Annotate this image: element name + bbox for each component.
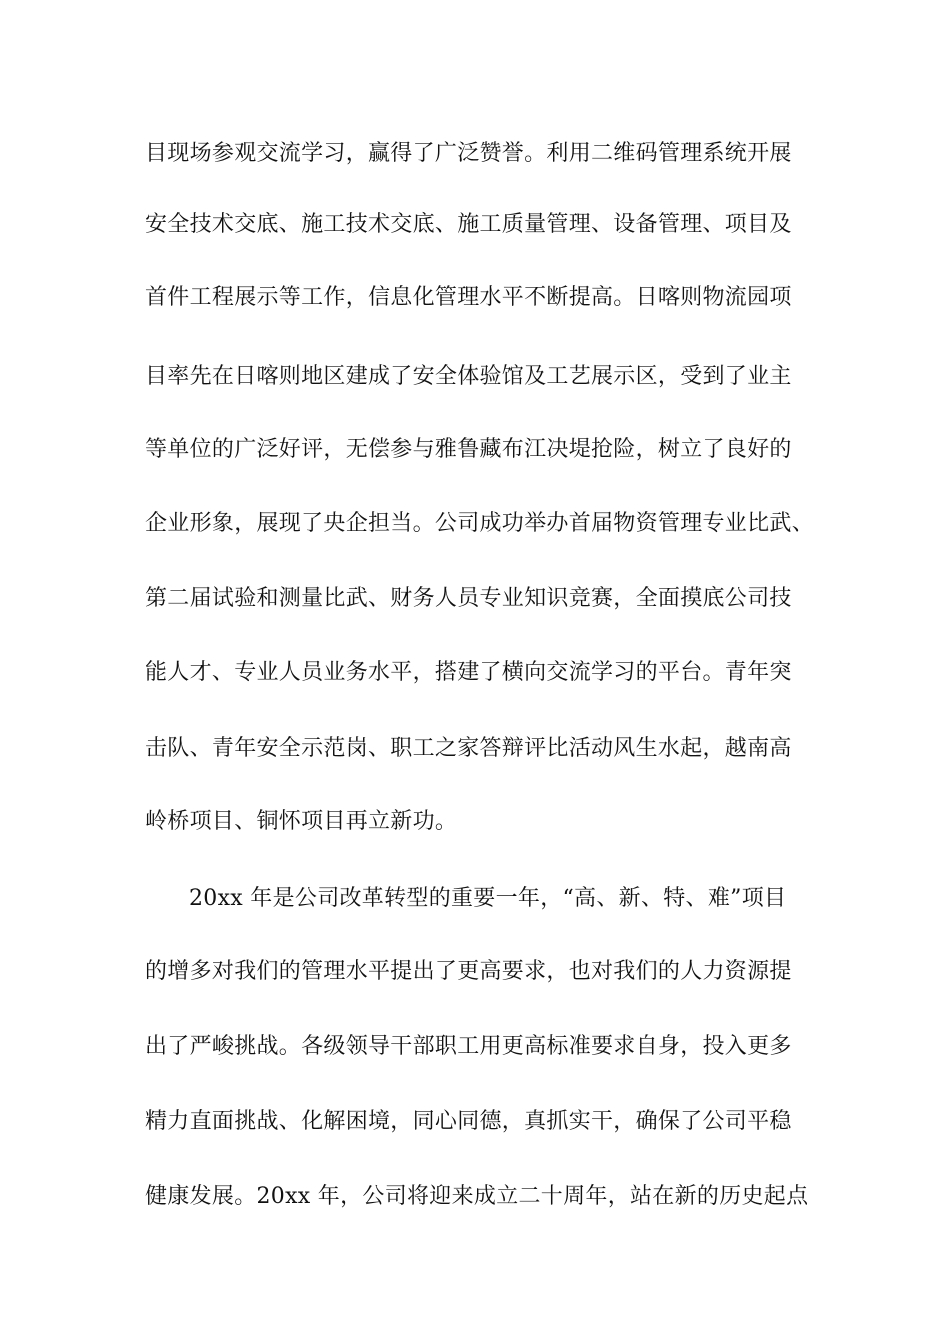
text-line: 出了严峻挑战。各级领导干部职工用更高标准要求自身，投入更多 xyxy=(145,1034,792,1059)
text-line: 20xx 年是公司改革转型的重要一年，“高、新、特、难”项目 xyxy=(189,886,787,911)
text-line: 首件工程展示等工作，信息化管理水平不断提高。日喀则物流园项 xyxy=(145,285,792,310)
text-line: 击队、青年安全示范岗、职工之家答辩评比活动风生水起，越南高 xyxy=(145,736,792,761)
text-line: 第二届试验和测量比武、财务人员专业知识竞赛，全面摸底公司技 xyxy=(145,586,792,611)
text-line: 企业形象，展现了央企担当。公司成功举办首届物资管理专业比武、 xyxy=(145,511,815,536)
text-line: 的增多对我们的管理水平提出了更高要求，也对我们的人力资源提 xyxy=(145,959,792,984)
text-line: 目现场参观交流学习，赢得了广泛赞誉。利用二维码管理系统开展 xyxy=(145,141,792,166)
text-line: 精力直面挑战、化解困境，同心同德，真抓实干，确保了公司平稳 xyxy=(145,1109,792,1134)
text-line: 安全技术交底、施工技术交底、施工质量管理、设备管理、项目及 xyxy=(145,212,792,237)
text-line: 能人才、专业人员业务水平，搭建了横向交流学习的平台。青年突 xyxy=(145,660,792,685)
text-line: 目率先在日喀则地区建成了安全体验馆及工艺展示区，受到了业主 xyxy=(145,364,792,389)
text-line: 健康发展。20xx 年，公司将迎来成立二十周年，站在新的历史起点 xyxy=(145,1184,809,1209)
text-line: 等单位的广泛好评，无偿参与雅鲁藏布江决堤抢险，树立了良好的 xyxy=(145,437,792,462)
text-line: 岭桥项目、铜怀项目再立新功。 xyxy=(145,809,458,834)
